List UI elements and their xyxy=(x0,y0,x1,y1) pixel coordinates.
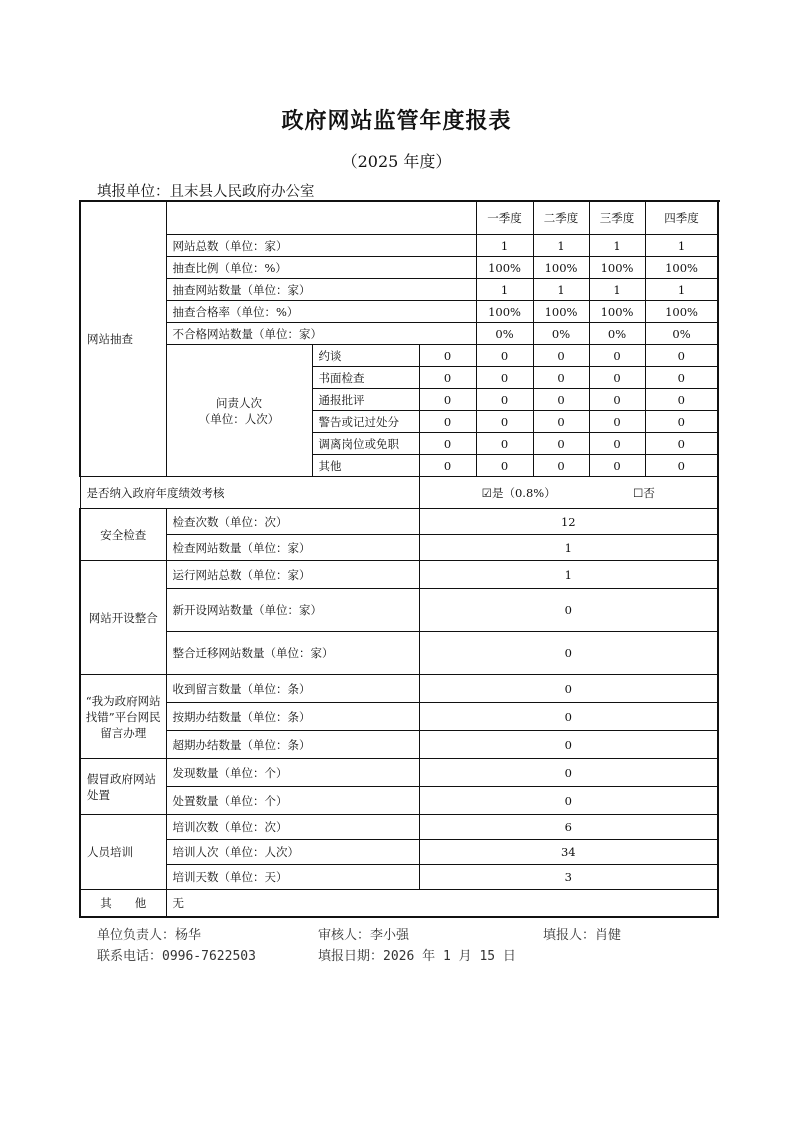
cell-value: 0 xyxy=(645,367,718,389)
col-header-q4: 四季度 xyxy=(645,201,718,235)
table-row xyxy=(80,235,718,257)
cell-value: 1 xyxy=(589,235,645,257)
category-training: 人员培训 xyxy=(80,815,166,890)
row-label: 通报批评 xyxy=(312,389,419,411)
reporting-unit: 填报单位：且末县人民政府办公室 xyxy=(97,184,315,200)
category-message: “我为政府网站找错”平台网民留言办理 xyxy=(80,675,166,759)
cell-value: 100% xyxy=(645,301,718,323)
col-header-q1: 一季度 xyxy=(476,201,533,235)
row-label: 抽查网站数量（单位：家） xyxy=(166,279,476,301)
row-label: 检查网站数量（单位：家） xyxy=(166,535,419,561)
table-row xyxy=(80,509,718,535)
cell-value: 0 xyxy=(419,731,718,759)
cell-value: 3 xyxy=(419,865,718,890)
row-label: 超期办结数量（单位：条） xyxy=(166,731,419,759)
row-label: 网站总数（单位：家） xyxy=(166,235,476,257)
table-row xyxy=(80,279,718,301)
cell-value: 0 xyxy=(589,455,645,477)
row-label: 书面检查 xyxy=(312,367,419,389)
cell-value: 0 xyxy=(533,367,589,389)
cell-value: 100% xyxy=(533,257,589,279)
checked-box-icon[interactable]: ☑ xyxy=(481,485,492,500)
cell-value: 1 xyxy=(589,279,645,301)
table-header-row xyxy=(80,201,718,235)
row-label: 不合格网站数量（单位：家） xyxy=(166,323,476,345)
cell-value: 0 xyxy=(419,455,476,477)
cell-value: 100% xyxy=(476,257,533,279)
row-label: 警告或记过处分 xyxy=(312,411,419,433)
cell-value: 100% xyxy=(476,301,533,323)
cell-value: 0 xyxy=(533,345,589,367)
table-row xyxy=(80,589,718,632)
cell-value: 100% xyxy=(645,257,718,279)
cell-value: 0 xyxy=(589,389,645,411)
cell-value: 0 xyxy=(476,433,533,455)
col-header-q2: 二季度 xyxy=(533,201,589,235)
cell-value: 0 xyxy=(645,345,718,367)
cell-value: 0 xyxy=(476,389,533,411)
row-label: 运行网站总数（单位：家） xyxy=(166,561,419,589)
cell-value: 0 xyxy=(533,455,589,477)
cell-value: 1 xyxy=(476,235,533,257)
category-website-integration: 网站开设整合 xyxy=(80,561,166,675)
cell-value: 0 xyxy=(419,787,718,815)
row-label: 调离岗位或免职 xyxy=(312,433,419,455)
category-other: 其 他 xyxy=(80,890,166,917)
performance-no-option[interactable] xyxy=(633,486,655,500)
table-row xyxy=(80,675,718,703)
row-label: 培训人次（单位：人次） xyxy=(166,840,419,865)
table-row xyxy=(80,632,718,675)
cell-value: 0 xyxy=(419,589,718,632)
cell-value: 1 xyxy=(533,235,589,257)
row-label: 发现数量（单位：个） xyxy=(166,759,419,787)
table-row xyxy=(80,890,718,917)
table-row xyxy=(80,703,718,731)
table-row xyxy=(80,257,718,279)
cell-value: 1 xyxy=(645,279,718,301)
table-row xyxy=(80,865,718,890)
table-row xyxy=(80,301,718,323)
row-label: 其他 xyxy=(312,455,419,477)
cell-value: 6 xyxy=(419,815,718,840)
performance-label: 是否纳入政府年度绩效考核 xyxy=(80,477,419,509)
category-fake-website: 假冒政府网站处置 xyxy=(80,759,166,815)
cell-value: 0 xyxy=(419,345,476,367)
cell-value: 0 xyxy=(419,411,476,433)
cell-value: 0 xyxy=(419,389,476,411)
row-label: 收到留言数量（单位：条） xyxy=(166,675,419,703)
cell-value: 0 xyxy=(589,411,645,433)
cell-value: 0 xyxy=(645,411,718,433)
unchecked-box-icon[interactable]: ☐ xyxy=(633,485,644,500)
performance-yes-option[interactable] xyxy=(482,486,560,500)
row-label: 培训天数（单位：天） xyxy=(166,865,419,890)
cell-value: 1 xyxy=(645,235,718,257)
category-safety-check: 安全检查 xyxy=(80,509,166,561)
row-label: 培训次数（单位：次） xyxy=(166,815,419,840)
report-year: （2025 年度） xyxy=(341,152,452,171)
cell-value: 0% xyxy=(589,323,645,345)
row-label: 处置数量（单位：个） xyxy=(166,787,419,815)
table-row xyxy=(80,815,718,840)
cell-value: 0 xyxy=(419,675,718,703)
cell-value: 0% xyxy=(476,323,533,345)
footer-date: 填报日期：2026 年 1 月 15 日 xyxy=(318,949,516,964)
cell-value: 0 xyxy=(419,433,476,455)
accountability-label xyxy=(166,345,312,477)
table-row xyxy=(80,731,718,759)
cell-value: 34 xyxy=(419,840,718,865)
table-row xyxy=(80,561,718,589)
cell-value: 0 xyxy=(476,367,533,389)
footer-reporter: 填报人：肖健 xyxy=(543,928,622,943)
accountability-label-line1: 问责人次 xyxy=(216,395,262,410)
category-website-check: 网站抽查 xyxy=(80,201,166,477)
cell-value: 100% xyxy=(589,301,645,323)
row-label: 抽查合格率（单位：%） xyxy=(166,301,476,323)
cell-value: 1 xyxy=(419,535,718,561)
cell-value: 1 xyxy=(419,561,718,589)
row-label: 整合迁移网站数量（单位：家） xyxy=(166,632,419,675)
cell-value: 1 xyxy=(476,279,533,301)
cell-value: 0 xyxy=(476,455,533,477)
cell-value: 0% xyxy=(533,323,589,345)
table-row xyxy=(80,345,718,367)
cell-value: 0 xyxy=(533,433,589,455)
cell-value: 0 xyxy=(533,389,589,411)
cell-value: 0 xyxy=(589,367,645,389)
table-row xyxy=(80,759,718,787)
table-row xyxy=(80,787,718,815)
performance-yes-label: 是（0.8%） xyxy=(491,485,556,500)
page-title: 政府网站监管年度报表 xyxy=(281,108,512,134)
footer-reviewer: 审核人：李小强 xyxy=(318,928,410,943)
performance-row xyxy=(80,477,718,509)
table-row xyxy=(80,535,718,561)
accountability-label-line2: （单位：人次） xyxy=(198,411,280,426)
cell-value: 1 xyxy=(533,279,589,301)
cell-value: 0 xyxy=(589,345,645,367)
cell-value: 100% xyxy=(533,301,589,323)
performance-options xyxy=(419,477,718,509)
footer-phone: 联系电话：0996-7622503 xyxy=(97,949,256,964)
cell-value: 100% xyxy=(589,257,645,279)
cell-value: 0 xyxy=(476,411,533,433)
row-label: 按期办结数量（单位：条） xyxy=(166,703,419,731)
cell-value: 0 xyxy=(419,759,718,787)
row-label: 检查次数（单位：次） xyxy=(166,509,419,535)
col-header-q3: 三季度 xyxy=(589,201,645,235)
cell-value: 0 xyxy=(645,455,718,477)
row-label: 新开设网站数量（单位：家） xyxy=(166,589,419,632)
cell-value: 0 xyxy=(476,345,533,367)
cell-value: 0 xyxy=(419,632,718,675)
row-label: 抽查比例（单位：%） xyxy=(166,257,476,279)
cell-value: 0% xyxy=(645,323,718,345)
table-row xyxy=(80,840,718,865)
other-value: 无 xyxy=(166,890,718,917)
header-blank xyxy=(166,201,476,235)
footer-leader: 单位负责人：杨华 xyxy=(97,928,202,943)
cell-value: 0 xyxy=(645,433,718,455)
report-table xyxy=(79,200,719,918)
cell-value: 0 xyxy=(589,433,645,455)
cell-value: 12 xyxy=(419,509,718,535)
cell-value: 0 xyxy=(419,703,718,731)
cell-value: 0 xyxy=(533,411,589,433)
table-row xyxy=(80,323,718,345)
cell-value: 0 xyxy=(419,367,476,389)
cell-value: 0 xyxy=(645,389,718,411)
row-label: 约谈 xyxy=(312,345,419,367)
performance-no-label: 否 xyxy=(643,485,655,500)
